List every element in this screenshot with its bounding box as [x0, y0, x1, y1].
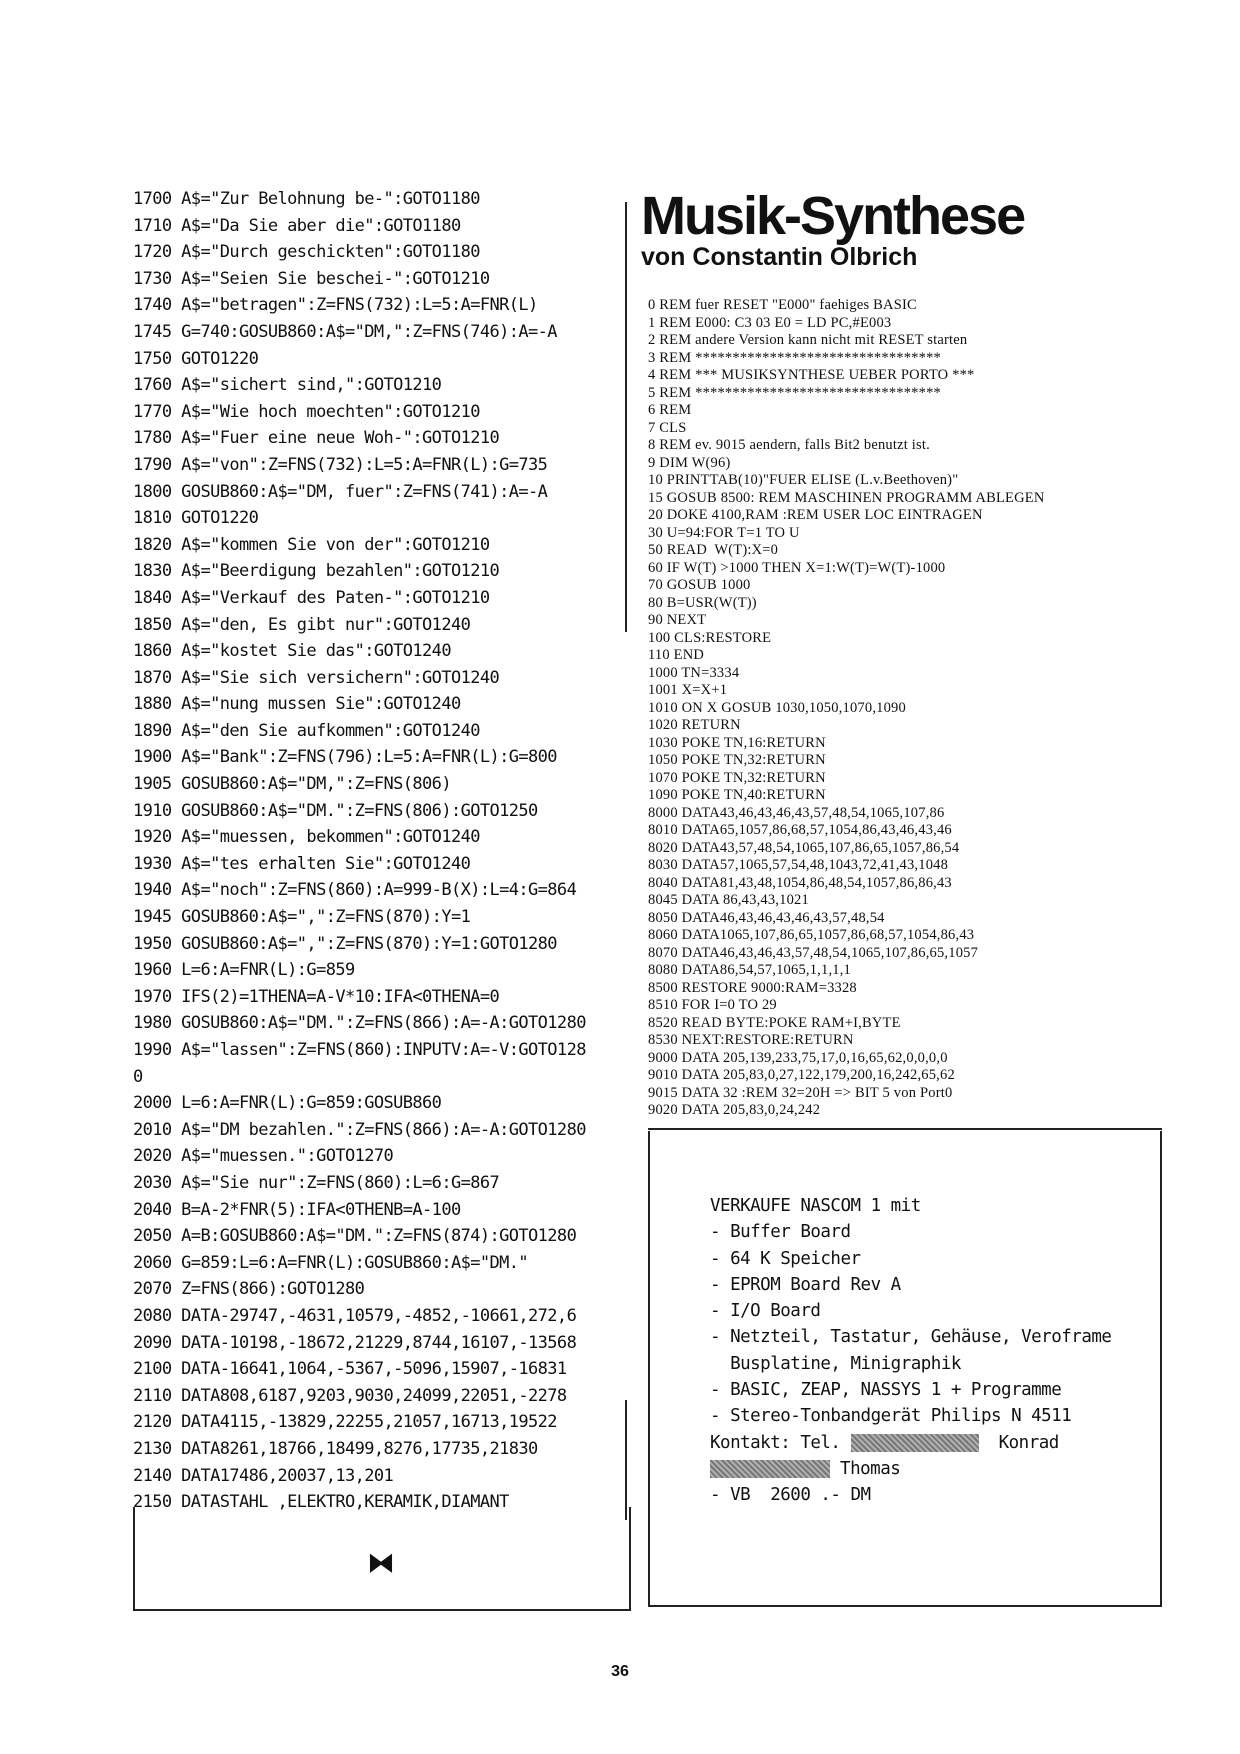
ad-heading: VERKAUFE NASCOM 1 mit — [710, 1196, 921, 1216]
code-line: 1030 POKE TN,16:RETURN — [648, 734, 826, 751]
ad-item: - EPROM Board Rev A — [710, 1274, 901, 1295]
code-line: 2070 Z=FNS(866):GOTO1280 — [133, 1279, 365, 1300]
code-line: 2050 A=B:GOSUB860:A$="DM.":Z=FNS(874):GOTO1280 — [133, 1226, 577, 1247]
code-line: 2120 DATA4115,-13829,22255,21057,16713,19522 — [133, 1412, 557, 1433]
code-line: 20 DOKE 4100,RAM :REM USER LOC EINTRAGEN — [648, 507, 983, 523]
ad-item-list — [710, 1219, 1111, 1429]
code-line: 100 CLS:RESTORE — [648, 629, 772, 646]
code-line: 2110 DATA808,6187,9203,9030,24099,22051,-2278 — [133, 1385, 567, 1406]
code-line: 0 — [133, 1066, 143, 1087]
code-line: 6 REM — [648, 402, 692, 418]
ad-price: - VB 2600 .- DM — [710, 1485, 871, 1506]
ad-contact-line2 — [710, 1456, 1111, 1482]
code-line: 1870 A$="Sie sich versichern":GOTO1240 — [133, 667, 500, 688]
code-line: 2150 DATASTAHL ,ELEKTRO,KERAMIK,DIAMANT — [133, 1492, 509, 1513]
code-line: 1700 A$="Zur Belohnung be-":GOTO1180 — [133, 189, 480, 209]
code-line: 60 IF W(T) >1000 THEN X=1:W(T)=W(T)-1000 — [648, 559, 946, 576]
code-line: 8510 FOR I=0 TO 29 — [648, 997, 777, 1013]
code-line: 50 READ W(T):X=0 — [648, 542, 779, 558]
code-line: 8040 DATA81,43,48,1054,86,48,54,1057,86,86,43 — [648, 874, 952, 891]
ad-item: - Stereo-Tonbandgerät Philips N 4511 — [710, 1406, 1072, 1427]
code-line: 8030 DATA57,1065,57,54,48,1043,72,41,43,1048 — [648, 857, 949, 873]
ad-contact-name2: Thomas — [840, 1458, 901, 1479]
code-line: 1910 GOSUB860:A$="DM.":Z=FNS(806):GOTO1250 — [133, 800, 538, 821]
code-line: 1945 GOSUB860:A$=",":Z=FNS(870):Y=1 — [133, 907, 471, 928]
code-line: 3 REM ********************************* — [648, 349, 941, 366]
code-line: 1070 POKE TN,32:RETURN — [648, 769, 826, 786]
ad-contact-label: Kontakt: Tel. — [710, 1432, 841, 1453]
column-divider-lower — [625, 1400, 627, 1520]
right-code-listing — [648, 297, 1168, 1120]
code-line: 2010 A$="DM bezahlen.":Z=FNS(866):A=-A:GOTO1280 — [133, 1119, 586, 1140]
code-line: 1950 GOSUB860:A$=",":Z=FNS(870):Y=1:GOTO1280 — [133, 933, 557, 954]
code-line: 1820 A$="kommen Sie von der":GOTO1210 — [133, 534, 490, 555]
article-author: von Constantin Olbrich — [641, 243, 918, 271]
ad-item: - Buffer Board — [710, 1222, 851, 1243]
ad-item: - 64 K Speicher — [710, 1248, 861, 1269]
code-line: 1010 ON X GOSUB 1030,1050,1070,1090 — [648, 699, 906, 716]
code-line: 2000 L=6:A=FNR(L):G=859:GOSUB860 — [133, 1093, 442, 1114]
code-line: 1720 A$="Durch geschickten":GOTO1180 — [133, 242, 480, 263]
code-line: 8000 DATA43,46,43,46,43,57,48,54,1065,107,86 — [648, 804, 945, 821]
left-code-listing — [133, 186, 625, 1516]
code-line: 2020 A$="muessen.":GOTO1270 — [133, 1146, 394, 1167]
code-line: 9015 DATA 32 :REM 32=20H => BIT 5 von Port0 — [648, 1084, 953, 1101]
code-line: 8050 DATA46,43,46,43,46,43,57,48,54 — [648, 909, 885, 926]
code-line: 1980 GOSUB860:A$="DM.":Z=FNS(866):A=-A:GOTO1280 — [133, 1013, 586, 1034]
page-number: 36 — [611, 1663, 629, 1680]
code-line: 9000 DATA 205,139,233,75,17,0,16,65,62,0,0,0,0 — [648, 1049, 948, 1066]
code-line: 1050 POKE TN,32:RETURN — [648, 752, 826, 768]
ad-item: - I/O Board — [710, 1301, 821, 1322]
code-line: 1790 A$="von":Z=FNS(732):L=5:A=FNR(L):G=735 — [133, 454, 548, 475]
ad-item: - Netzteil, Tastatur, Gehäuse, Veroframe — [710, 1327, 1112, 1348]
code-line: 80 B=USR(W(T)) — [648, 594, 757, 611]
code-line: 9020 DATA 205,83,0,24,242 — [648, 1102, 821, 1118]
code-line: 1930 A$="tes erhalten Sie":GOTO1240 — [133, 853, 471, 874]
code-line: 1090 POKE TN,40:RETURN — [648, 787, 826, 803]
code-line: 2130 DATA8261,18766,18499,8276,17735,21830 — [133, 1438, 538, 1459]
code-line: 10 PRINTTAB(10)"FUER ELISE (L.v.Beethoven)" — [648, 472, 959, 488]
ad-item: Busplatine, Minigraphik — [710, 1353, 961, 1374]
code-line: 8060 DATA1065,107,86,65,1057,86,68,57,1054,86,43 — [648, 927, 975, 943]
code-line: 1750 GOTO1220 — [133, 348, 259, 369]
code-line: 9010 DATA 205,83,0,27,122,179,200,16,242,65,62 — [648, 1067, 955, 1083]
code-line: 1840 A$="Verkauf des Paten-":GOTO1210 — [133, 587, 490, 608]
code-line: 2080 DATA-29747,-4631,10579,-4852,-10661,272,6 — [133, 1305, 577, 1326]
code-line: 90 NEXT — [648, 612, 707, 628]
code-line: 1990 A$="lassen":Z=FNS(860):INPUTV:A=-V:GOTO128 — [133, 1040, 586, 1060]
redacted-phone — [851, 1434, 979, 1452]
code-line: 8010 DATA65,1057,86,68,57,1054,86,43,46,43,46 — [648, 822, 952, 838]
redacted-address — [710, 1460, 830, 1478]
code-line: 8045 DATA 86,43,43,1021 — [648, 892, 809, 908]
code-line: 1960 L=6:A=FNR(L):G=859 — [133, 960, 355, 981]
code-line: 1850 A$="den, Es gibt nur":GOTO1240 — [133, 614, 471, 635]
code-line: 8020 DATA43,57,48,54,1065,107,86,65,1057,86,54 — [648, 839, 960, 856]
code-line: 1970 IFS(2)=1THENA=A-V*10:IFA<0THENA=0 — [133, 986, 500, 1007]
code-line: 2030 A$="Sie nur":Z=FNS(860):L=6:G=867 — [133, 1172, 500, 1193]
code-line: 1900 A$="Bank":Z=FNS(796):L=5:A=FNR(L):G=800 — [133, 747, 557, 768]
code-line: 1001 X=X+1 — [648, 682, 728, 698]
classified-ad-content — [710, 1193, 1111, 1509]
code-line: 2 REM andere Version kann nicht mit RESET starten — [648, 332, 968, 348]
code-line: 2100 DATA-16641,1064,-5367,-5096,15907,-16831 — [133, 1359, 567, 1380]
code-line: 110 END — [648, 647, 705, 663]
code-line: 8080 DATA86,54,57,1065,1,1,1,1 — [648, 962, 852, 978]
ad-box-left — [133, 1507, 631, 1611]
code-line: 1745 G=740:GOSUB860:A$="DM,":Z=FNS(746):A=-A — [133, 321, 557, 342]
code-line: 1770 A$="Wie hoch moechten":GOTO1210 — [133, 401, 480, 422]
code-line: 9 DIM W(96) — [648, 454, 731, 471]
code-line: 1880 A$="nung mussen Sie":GOTO1240 — [133, 694, 461, 715]
ad-box-top-rule — [648, 1128, 1162, 1130]
code-line: 1740 A$="betragen":Z=FNS(732):L=5:A=FNR(L) — [133, 295, 538, 316]
article-title: Musik-Synthese — [641, 186, 1025, 246]
code-line: 5 REM ********************************* — [648, 384, 941, 401]
code-line: 1020 RETURN — [648, 717, 741, 733]
ad-contact-name1: Konrad — [998, 1432, 1059, 1453]
code-line: 1780 A$="Fuer eine neue Woh-":GOTO1210 — [133, 428, 500, 449]
code-line: 1760 A$="sichert sind,":GOTO1210 — [133, 375, 442, 396]
code-line: 0 REM fuer RESET "E000" faehiges BASIC — [648, 297, 917, 313]
code-line: 70 GOSUB 1000 — [648, 577, 751, 593]
code-line: 8070 DATA46,43,46,43,57,48,54,1065,107,86,65,1057 — [648, 944, 979, 961]
code-line: 1920 A$="muessen, bekommen":GOTO1240 — [133, 827, 480, 848]
bowtie-ornament-icon: ⧓ — [367, 1546, 395, 1579]
code-line: 8500 RESTORE 9000:RAM=3328 — [648, 979, 857, 996]
code-line: 2040 B=A-2*FNR(5):IFA<0THENB=A-100 — [133, 1199, 461, 1220]
code-line: 8520 READ BYTE:POKE RAM+I,BYTE — [648, 1014, 901, 1031]
code-line: 1800 GOSUB860:A$="DM, fuer":Z=FNS(741):A=-A — [133, 481, 548, 502]
column-divider — [625, 202, 627, 632]
ad-contact — [710, 1430, 1111, 1456]
code-line: 7 CLS — [648, 419, 687, 436]
code-line: 4 REM *** MUSIKSYNTHESE UEBER PORTO *** — [648, 367, 975, 383]
code-line: 1710 A$="Da Sie aber die":GOTO1180 — [133, 215, 461, 236]
code-line: 30 U=94:FOR T=1 TO U — [648, 524, 800, 541]
code-line: 1 REM E000: C3 03 E0 = LD PC,#E003 — [648, 314, 892, 331]
code-line: 1830 A$="Beerdigung bezahlen":GOTO1210 — [133, 561, 500, 582]
ad-item: - BASIC, ZEAP, NASSYS 1 + Programme — [710, 1380, 1062, 1401]
code-line: 2090 DATA-10198,-18672,21229,8744,16107,-13568 — [133, 1332, 577, 1353]
code-line: 15 GOSUB 8500: REM MASCHINEN PROGRAMM ABLEGEN — [648, 489, 1045, 506]
code-line: 8530 NEXT:RESTORE:RETURN — [648, 1032, 854, 1048]
code-line: 2060 G=859:L=6:A=FNR(L):GOSUB860:A$="DM." — [133, 1252, 529, 1273]
code-line: 1905 GOSUB860:A$="DM,":Z=FNS(806) — [133, 774, 451, 795]
code-line: 1000 TN=3334 — [648, 664, 740, 681]
code-line: 1860 A$="kostet Sie das":GOTO1240 — [133, 641, 451, 662]
code-line: 1730 A$="Seien Sie beschei-":GOTO1210 — [133, 268, 490, 289]
code-line: 1810 GOTO1220 — [133, 508, 259, 529]
code-line: 1940 A$="noch":Z=FNS(860):A=999-B(X):L=4:G=864 — [133, 880, 577, 901]
code-line: 1890 A$="den Sie aufkommen":GOTO1240 — [133, 720, 480, 741]
code-line: 8 REM ev. 9015 aendern, falls Bit2 benutzt ist. — [648, 437, 930, 453]
code-line: 2140 DATA17486,20037,13,201 — [133, 1465, 394, 1486]
